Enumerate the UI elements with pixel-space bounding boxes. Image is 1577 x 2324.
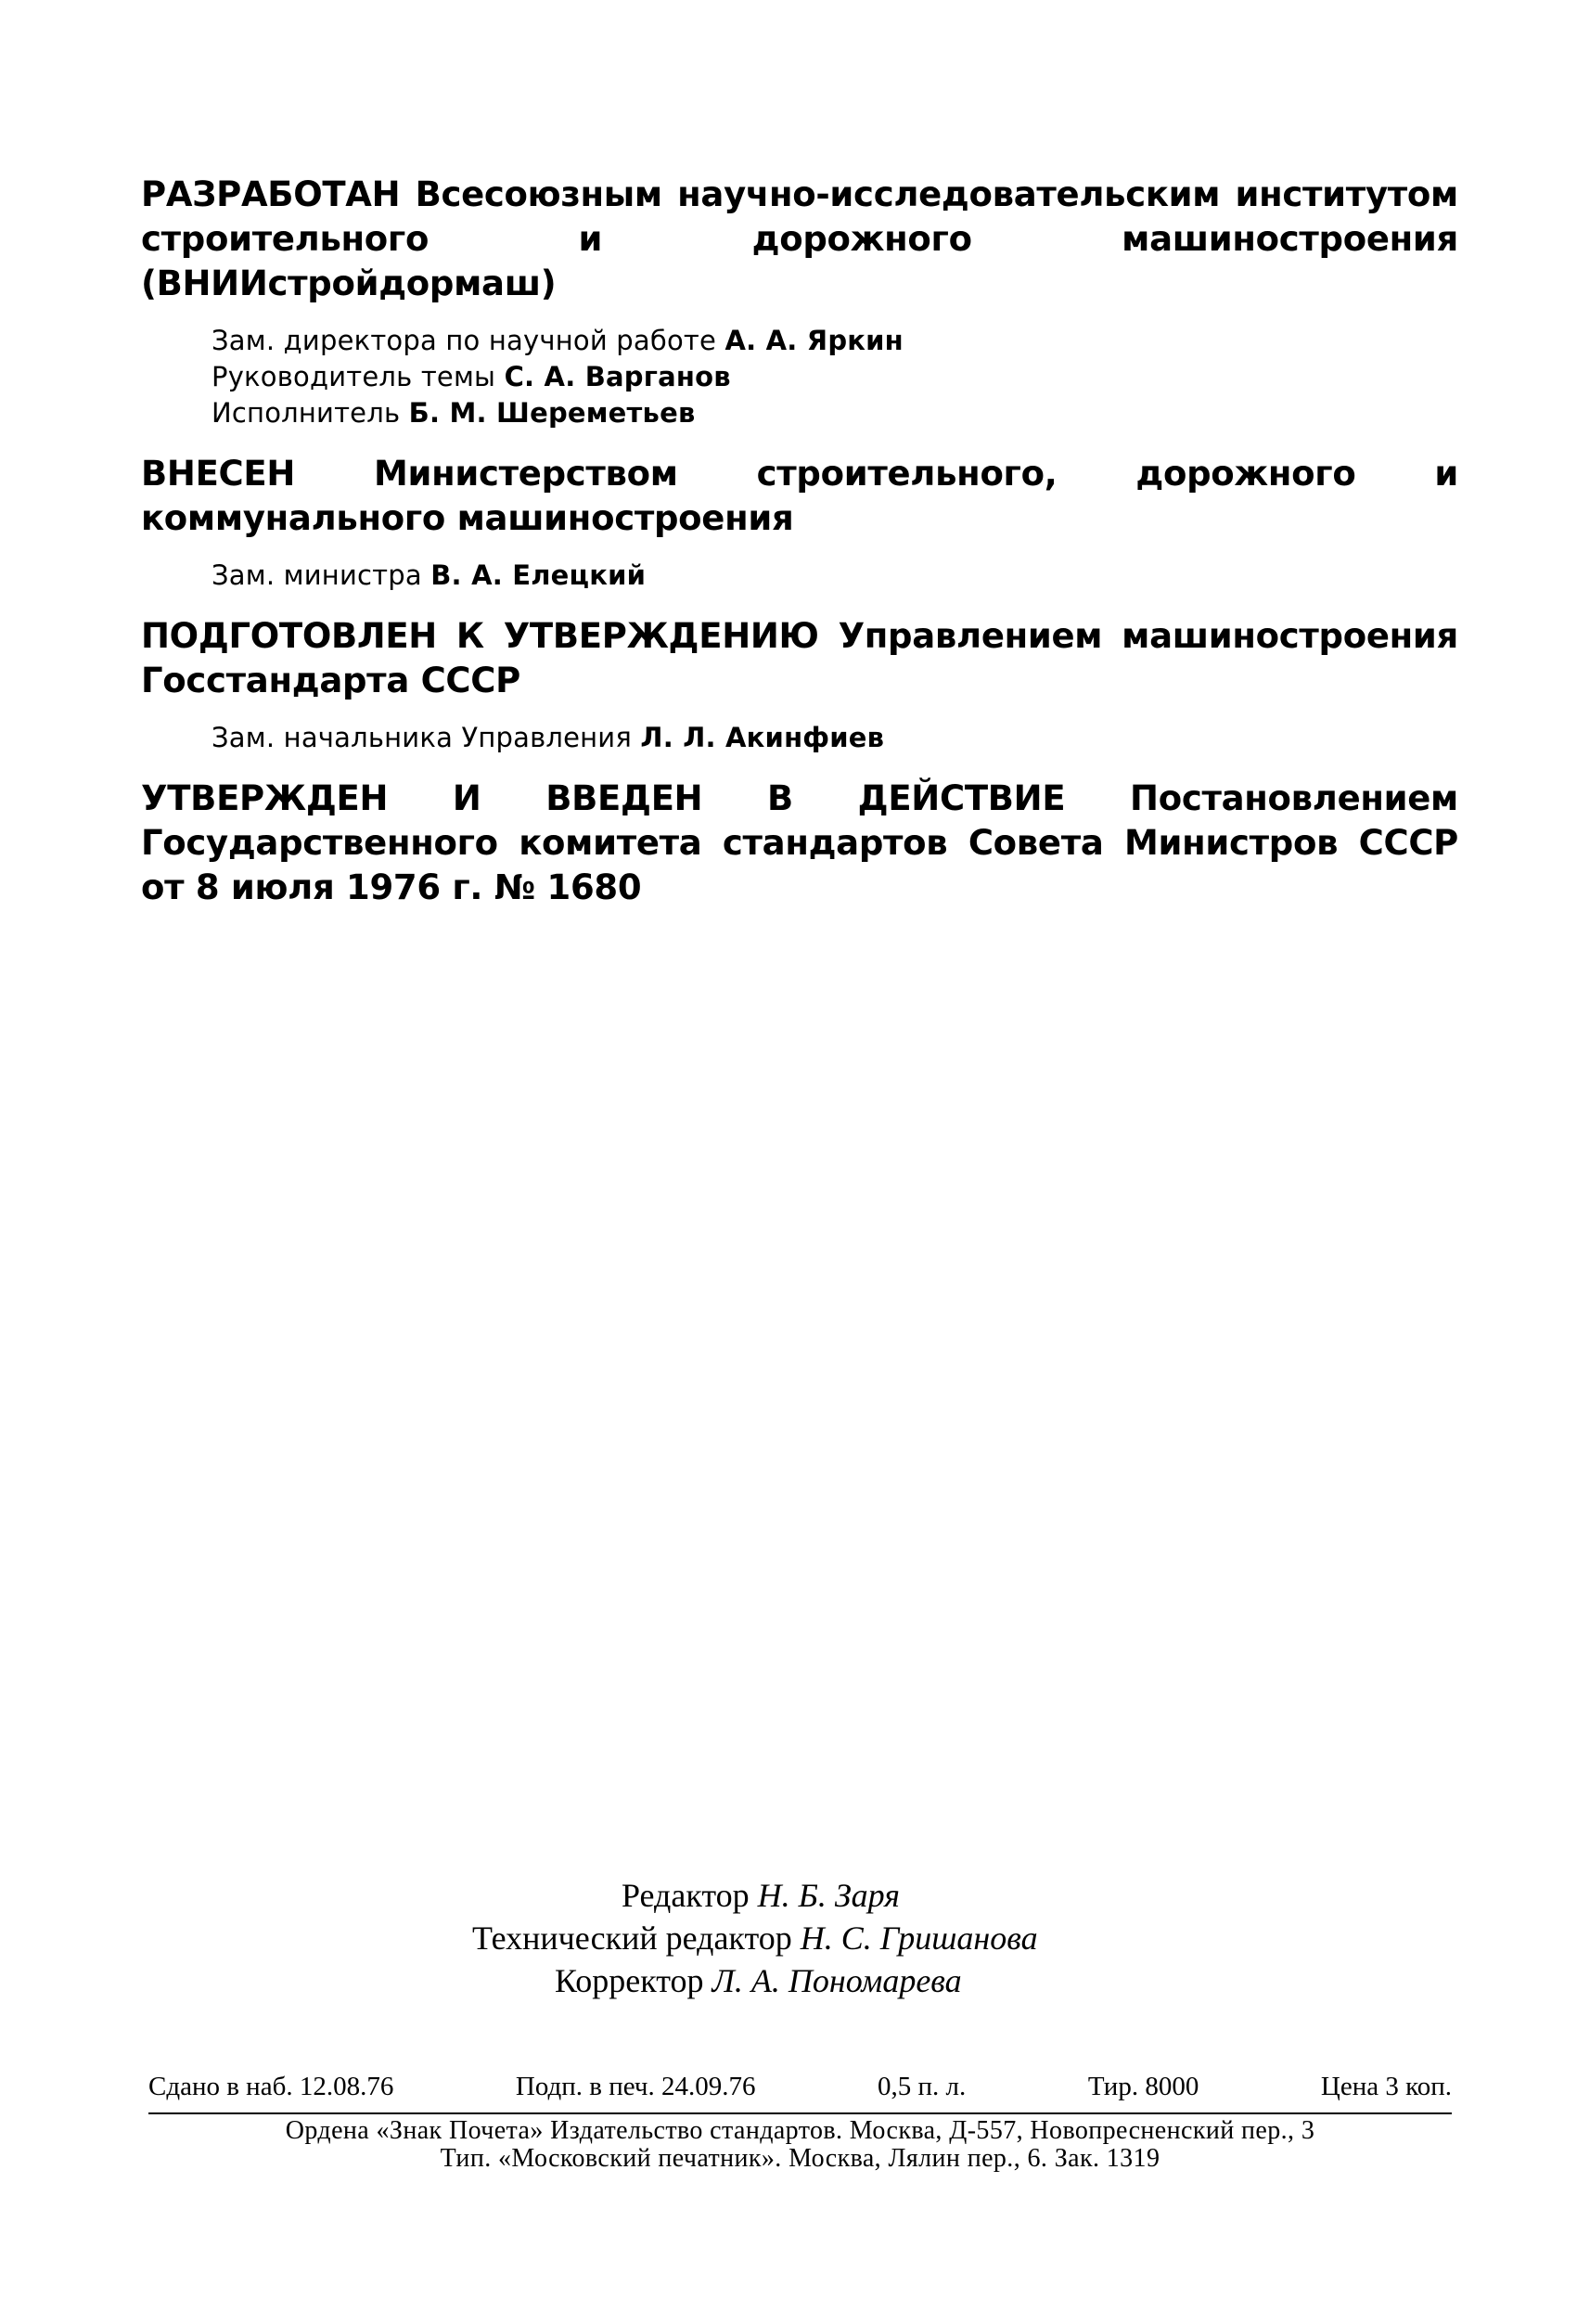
person-name: Л. Л. Акинфиев <box>640 722 885 753</box>
person-line <box>212 395 1458 431</box>
credit-text: Постановлением Государственного комитета стандартов Совета Министров СССР от 8 июля 1976 г. № 1680 <box>141 778 1458 907</box>
staff-name: Н. Б. Заря <box>757 1877 900 1914</box>
staff-role: Технический редактор <box>472 1920 792 1957</box>
credit-caption: ПОДГОТОВЛЕН К УТВЕРЖДЕНИЮ <box>141 616 819 656</box>
credit-section-developed <box>141 173 1458 431</box>
credit-text: Управлением машиностроения Госстандарта СССР <box>141 616 1458 700</box>
credit-text: Всесоюзным научно-исследовательским институтом строительного и дорожного машиностроения (ВНИИстройдормаш) <box>141 174 1458 303</box>
person-role: Зам. министра <box>212 559 422 591</box>
person-role: Зам. начальника Управления <box>212 722 632 753</box>
person-name: А. А. Яркин <box>724 325 904 356</box>
print-sheets: 0,5 п. л. <box>878 2072 967 2101</box>
publisher-line: Ордена «Знак Почета» Издательство стандартов. Москва, Д-557, Новопресненский пер., 3 <box>285 2116 1315 2145</box>
credit-persons <box>141 720 1458 756</box>
credit-section-submitted <box>141 452 1458 594</box>
credit-persons <box>141 323 1458 431</box>
credit-caption: УТВЕРЖДЕН И ВВЕДЕН В ДЕЙСТВИЕ <box>141 778 1066 818</box>
staff-editor <box>408 1874 1243 1917</box>
staff-name: Л. А. Пономарева <box>712 1962 962 1999</box>
print-price: Цена 3 коп. <box>1320 2072 1452 2101</box>
staff-role: Корректор <box>555 1962 704 1999</box>
credit-lead <box>141 777 1458 910</box>
staff-name: Н. С. Гришанова <box>800 1920 1038 1957</box>
credit-section-approved <box>141 777 1458 910</box>
person-line <box>212 323 1458 359</box>
staff-technical-editor <box>408 1917 1243 1959</box>
print-info-line <box>148 2072 1452 2102</box>
credit-text: Министерством строительного, дорожного и коммунального машиностроения <box>141 454 1458 538</box>
print-submitted: Сдано в наб. 12.08.76 <box>148 2072 394 2101</box>
credit-lead <box>141 614 1458 703</box>
person-role: Зам. директора по научной работе <box>212 325 717 356</box>
printer-line: Тип. «Московский печатник». Москва, Лялин пер., 6. Зак. 1319 <box>440 2144 1160 2173</box>
person-role: Исполнитель <box>212 397 401 429</box>
print-signed: Подп. в печ. 24.09.76 <box>515 2072 756 2101</box>
credit-section-prepared <box>141 614 1458 756</box>
staff-role: Редактор <box>622 1877 750 1914</box>
person-line <box>212 359 1458 395</box>
person-line <box>212 558 1458 594</box>
person-name: С. А. Варганов <box>504 361 731 392</box>
publisher-info <box>148 2117 1452 2173</box>
person-name: Б. М. Шереметьев <box>408 397 696 429</box>
print-run: Тир. 8000 <box>1087 2072 1199 2101</box>
person-line <box>212 720 1458 756</box>
credit-lead <box>141 452 1458 541</box>
credit-caption: РАЗРАБОТАН <box>141 174 401 214</box>
credit-caption: ВНЕСЕН <box>141 454 296 494</box>
credit-lead <box>141 173 1458 306</box>
person-role: Руководитель темы <box>212 361 496 392</box>
divider-rule <box>148 2112 1452 2114</box>
editorial-staff <box>408 1874 1243 2002</box>
person-name: В. А. Елецкий <box>430 559 647 591</box>
credit-persons <box>141 558 1458 594</box>
credits-block <box>141 173 1458 931</box>
staff-proofreader <box>408 1959 1243 2002</box>
